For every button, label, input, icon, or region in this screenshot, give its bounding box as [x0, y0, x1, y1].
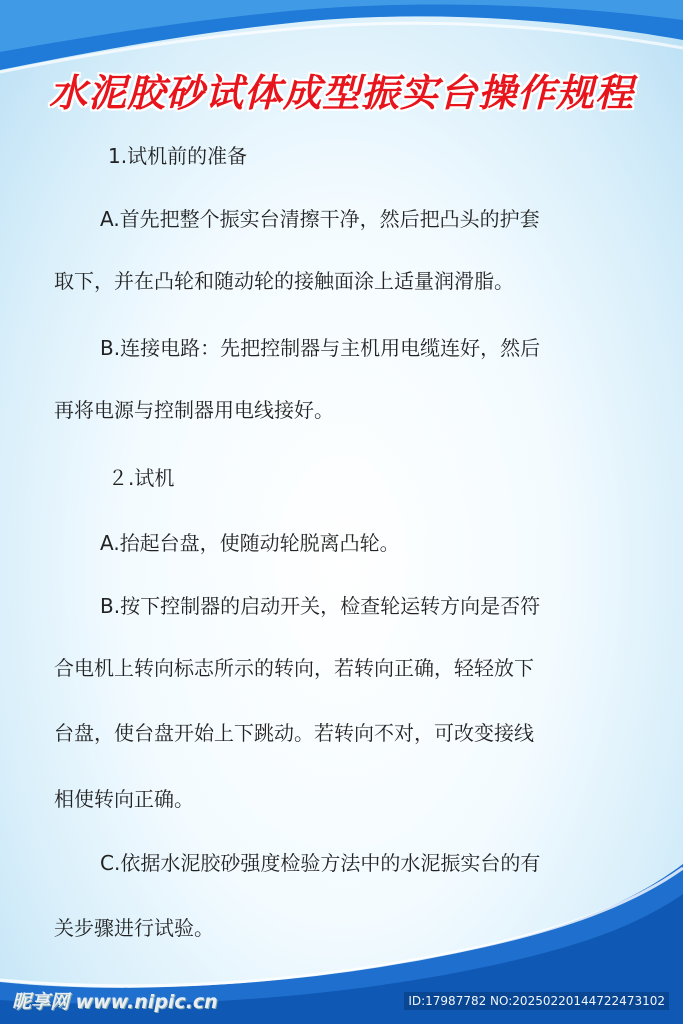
- paragraph-line: 取下，并在凸轮和随动轮的接触面涂上适量润滑脂。: [54, 269, 514, 293]
- paragraph-line: 再将电源与控制器用电线接好。: [54, 398, 334, 422]
- paragraph-line: 合电机上转向标志所示的转向，若转向正确，轻轻放下: [54, 656, 534, 680]
- section-heading-1: 1.试机前的准备: [108, 144, 248, 168]
- paragraph-line: B.按下控制器的启动开关，检查轮运转方向是否符: [100, 594, 541, 618]
- paragraph-line: A.抬起台盘，使随动轮脱离凸轮。: [100, 531, 400, 555]
- paragraph-line: A.首先把整个振实台清擦干净，然后把凸头的护套: [100, 207, 540, 231]
- paragraph-line: B.连接电路：先把控制器与主机用电缆连好，然后: [100, 336, 541, 360]
- page-title: 水泥胶砂试体成型振实台操作规程: [48, 70, 634, 115]
- paragraph-line: 相使转向正确。: [54, 787, 194, 811]
- paragraph-line: 台盘，使台盘开始上下跳动。若转向不对，可改变接线: [54, 721, 534, 745]
- image-id-label: ID:17987782 NO:20250220144722473102: [404, 992, 669, 1010]
- watermark-logo: 昵享网 www.nipic.cn: [12, 991, 218, 1013]
- paragraph-line: C.依据水泥胶砂强度检验方法中的水泥振实台的有: [100, 851, 541, 875]
- section-heading-2: ２.试机: [108, 466, 175, 490]
- paragraph-line: 关步骤进行试验。: [54, 916, 214, 940]
